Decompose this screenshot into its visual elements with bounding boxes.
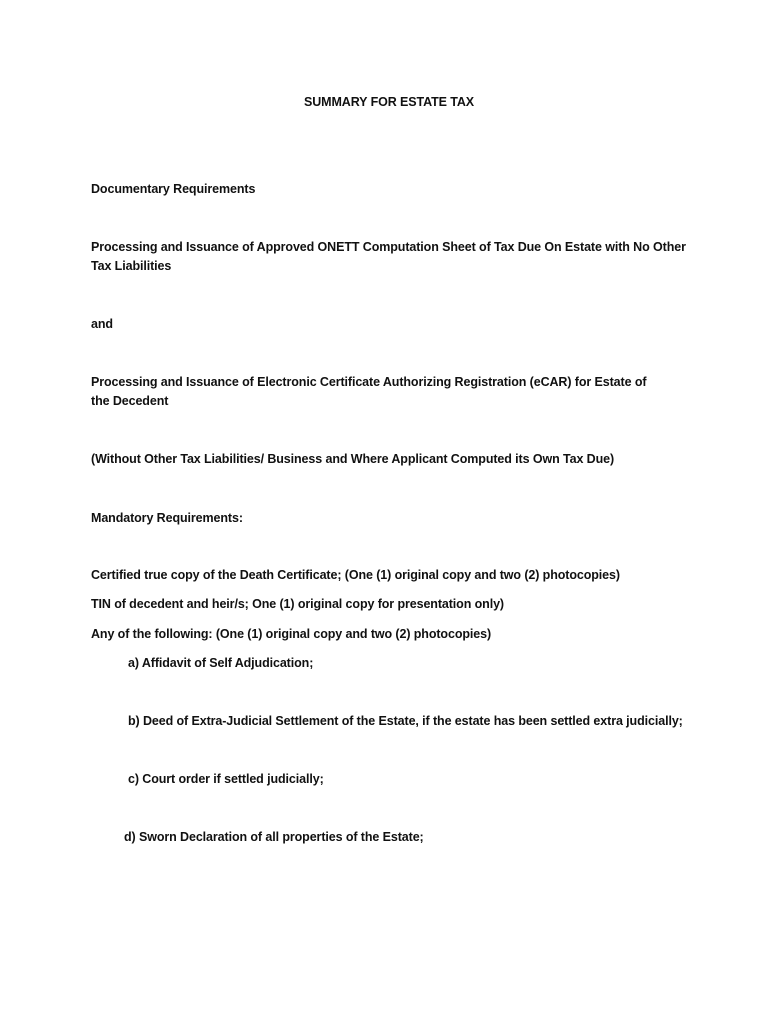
sub-item-deed-extra-judicial: b) Deed of Extra-Judicial Settlement of the Estate, if the estate has been settled extra judicially; bbox=[128, 714, 683, 728]
requirement-death-certificate: Certified true copy of the Death Certificate; (One (1) original copy and two (2) photocopies) bbox=[91, 568, 620, 582]
sub-item-court-order: c) Court order if settled judicially; bbox=[128, 772, 324, 786]
conjunction-and: and bbox=[91, 317, 113, 331]
paragraph-without-other-tax-liabilities: (Without Other Tax Liabilities/ Business and Where Applicant Computed its Own Tax Due) bbox=[91, 452, 615, 466]
paragraph-onett-computation: Processing and Issuance of Approved ONETT Computation Sheet of Tax Due On Estate with No Other Tax Liabilities bbox=[91, 240, 686, 273]
section-heading-mandatory-requirements: Mandatory Requirements: bbox=[91, 511, 243, 525]
requirement-tin: TIN of decedent and heir/s; One (1) original copy for presentation only) bbox=[91, 597, 504, 611]
document-title: SUMMARY FOR ESTATE TAX bbox=[304, 95, 475, 109]
sub-item-affidavit: a) Affidavit of Self Adjudication; bbox=[128, 656, 314, 670]
section-heading-documentary-requirements: Documentary Requirements bbox=[91, 182, 256, 196]
sub-item-sworn-declaration: d) Sworn Declaration of all properties of the Estate; bbox=[124, 830, 424, 844]
paragraph-ecar-issuance: Processing and Issuance of Electronic Certificate Authorizing Registration (eCAR) for Estate of the Decedent bbox=[91, 375, 647, 408]
requirement-any-of-following: Any of the following: (One (1) original copy and two (2) photocopies) bbox=[91, 627, 492, 641]
